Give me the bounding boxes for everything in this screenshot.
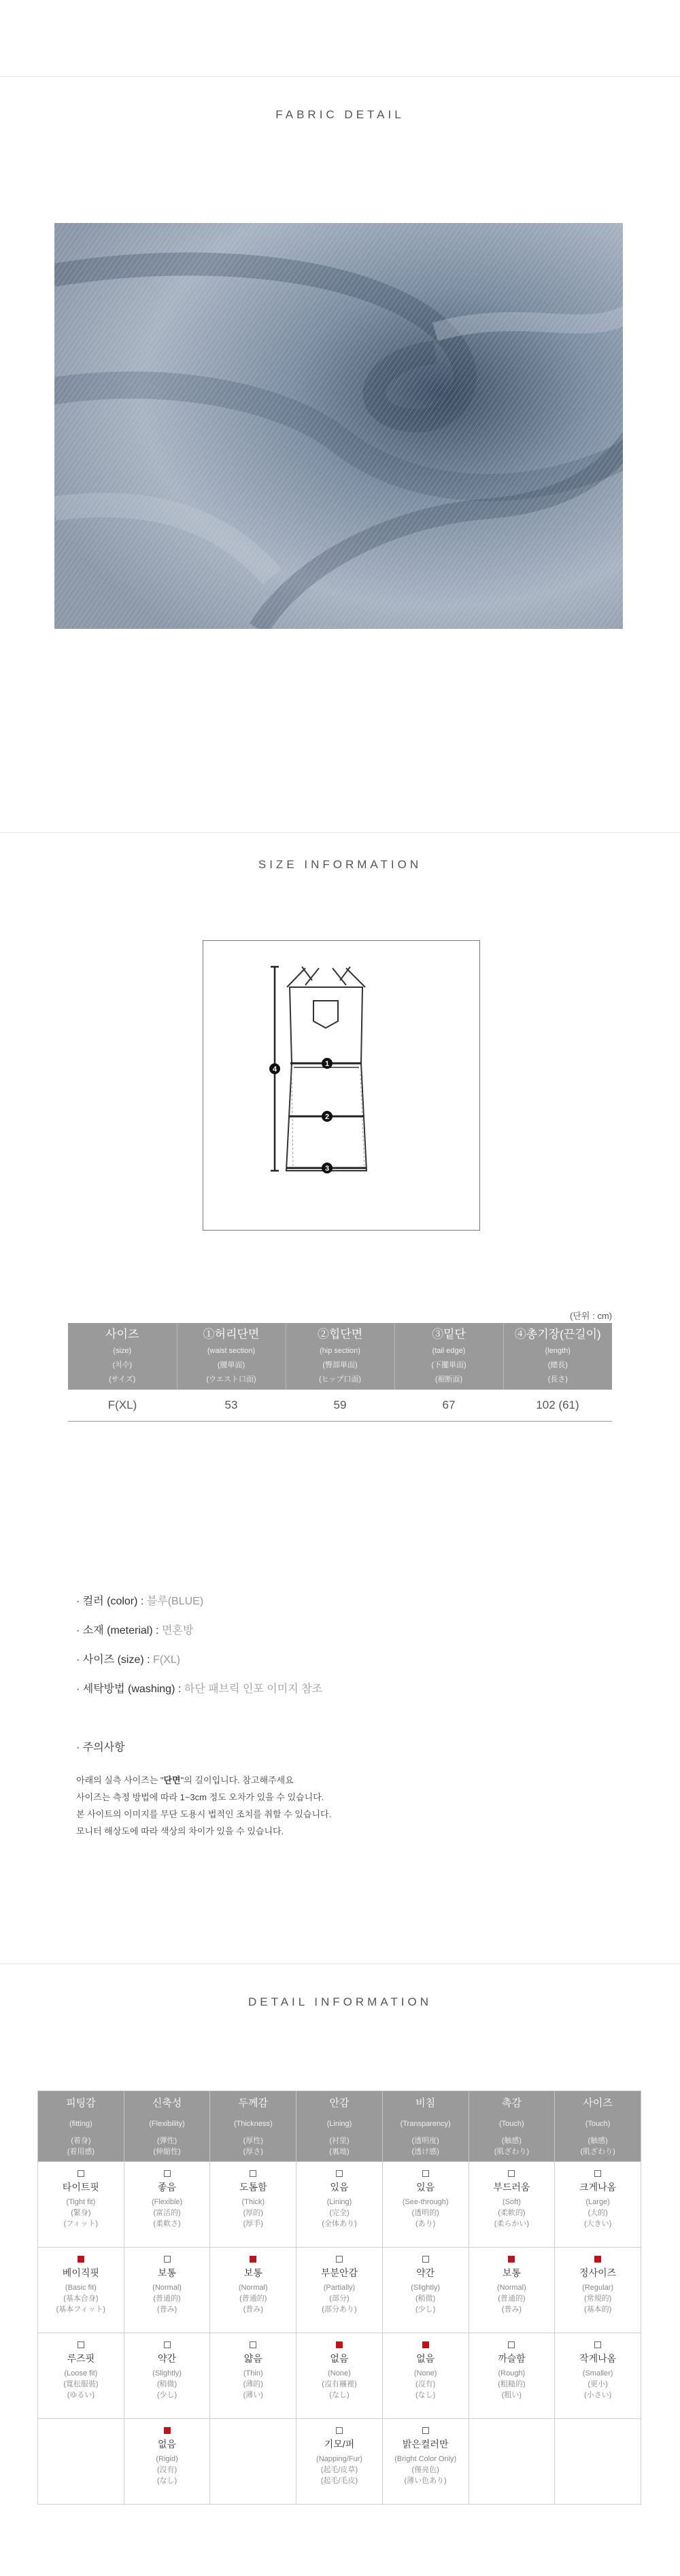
unchecked-box-icon [250,2170,256,2177]
detail-option-text: (少し) [156,2391,177,2399]
detail-option-text: (沒有襯裡) [322,2380,357,2388]
detail-option-text: 있음 [416,2182,435,2193]
detail-option [297,2256,381,2315]
detail-header-fitting [38,2091,124,2162]
detail-option-text: (普通的) [153,2295,181,2303]
detail-option-text: 보통 [502,2267,521,2278]
detail-option-cell [124,2419,210,2505]
detail-option-text: (フィット) [63,2220,99,2228]
detail-option [125,2256,209,2315]
detail-option-cell [469,2162,555,2248]
detail-option [384,2427,468,2486]
detail-option [297,2427,381,2486]
detail-option-text: (部分あり) [322,2305,357,2314]
detail-option-text: (Rigid) [156,2455,178,2463]
detail-option-text: (なし) [156,2477,177,2485]
unchecked-box-icon [336,2256,343,2263]
hem-cell: 67 [394,1390,503,1422]
detail-option-text: (普み) [156,2305,177,2314]
detail-option-text: (Smaller) [582,2369,613,2377]
detail-option-text: (薄い色あり) [404,2477,447,2485]
detail-option-text: (なし) [415,2391,436,2399]
empty-cell [38,2419,124,2505]
detail-option-cell [124,2248,210,2333]
detail-header-text: 촉감 [501,2097,522,2109]
detail-header-text: (着用感) [67,2148,95,2156]
detail-header-text: (Flexibility) [149,2120,185,2128]
detail-option [211,2341,295,2401]
detail-header-text: (Touch) [499,2120,524,2128]
detail-option [470,2341,554,2401]
detail-option-text: (稍微) [415,2295,436,2303]
table-row [38,2333,641,2419]
detail-option-text: (粗糙的) [498,2380,526,2388]
detail-option-cell [469,2333,555,2419]
detail-option-text: 얇음 [243,2353,262,2364]
detail-option [384,2170,468,2229]
detail-option-text: 까슬함 [498,2353,526,2364]
detail-table [37,2091,641,2505]
detail-option-text: 타이트핏 [62,2182,99,2193]
checked-box-icon [422,2341,429,2348]
detail-header-text: (Touch) [585,2120,611,2128]
detail-option-text: (Thin) [243,2369,263,2377]
detail-option-text: (沒有) [415,2380,436,2388]
detail-option-text: (小さい) [583,2391,612,2399]
detail-header-text: (彈性) [156,2137,177,2145]
detail-option-text: 크게나옴 [579,2182,617,2193]
detail-header-text: (透明度) [411,2137,439,2145]
detail-option-cell [210,2333,296,2419]
detail-header-text: (裏地) [329,2148,350,2156]
checked-box-icon [78,2256,84,2263]
detail-option-text: (緊身) [71,2209,91,2217]
detail-option-text: (普通的) [239,2295,267,2303]
detail-option-text: (更小) [588,2380,608,2388]
detail-option-text: 없음 [330,2353,349,2364]
hip-cell: 59 [286,1390,394,1422]
detail-information-title: DETAIL INFORMATION [248,1995,432,2008]
detail-header-text: (fitting) [69,2120,92,2128]
detail-option-text: 도톰함 [239,2182,267,2193]
unchecked-box-icon [508,2341,515,2348]
table-row [38,2419,641,2505]
size-cell: F(XL) [68,1390,177,1422]
marker-4: 4 [272,1065,277,1074]
detail-option-text: (柔らかい) [494,2220,530,2228]
info-material: · 소재 (meterial) : 면혼방 [76,1625,194,1636]
mid-divider-2 [0,1963,680,1964]
detail-option-cell [469,2248,555,2333]
detail-header-transparency [382,2091,469,2162]
detail-option [125,2170,209,2229]
detail-option-text: (基本的) [583,2305,612,2314]
detail-option-text: (大きい) [583,2220,612,2228]
detail-option-text: (Basic fit) [65,2284,97,2292]
fabric-detail-title: FABRIC DETAIL [275,108,405,121]
unchecked-box-icon [422,2427,429,2434]
detail-option-cell [382,2419,469,2505]
detail-option-cell [296,2333,383,2419]
caution-line: 모니터 해상도에 따라 색상의 차이가 있을 수 있습니다. [76,1826,284,1836]
detail-option-text: (起毛/皮草) [320,2466,358,2474]
checked-box-icon [164,2427,171,2434]
detail-header-thickness [210,2091,296,2162]
detail-header-size [555,2091,641,2162]
detail-option-text: 없음 [158,2439,177,2450]
detail-option-text: (粗い) [501,2391,522,2399]
unchecked-box-icon [594,2341,601,2348]
detail-header-text: (Lining) [326,2120,352,2128]
info-color: · 컬러 (color) : 블루(BLUE) [76,1596,204,1607]
top-divider [0,76,680,77]
detail-option [211,2256,295,2315]
unchecked-box-icon [336,2170,343,2177]
detail-option [297,2170,381,2229]
detail-header-text: (伸縮性) [153,2148,181,2156]
detail-header-text: (Thickness) [233,2120,273,2128]
detail-option-text: (少し) [415,2305,436,2314]
caution-line: 본 사이트의 이미지를 무단 도용시 법적인 조치를 취할 수 있습니다. [76,1809,332,1819]
detail-option-text: (稍微) [156,2380,177,2388]
detail-option-text: (Normal) [496,2284,526,2292]
detail-option-text: (Bright Color Only) [394,2455,457,2463]
detail-option [556,2256,640,2315]
detail-option-text: (基本合身) [63,2295,99,2303]
detail-option [39,2341,123,2401]
detail-option-text: (Regular) [582,2284,614,2292]
detail-option-text: (Large) [585,2198,610,2206]
size-information-title: SIZE INFORMATION [258,858,422,871]
overalls-illustration [203,941,479,1230]
detail-option [125,2341,209,2401]
detail-option-text: (透明的) [411,2209,439,2217]
detail-option [470,2170,554,2229]
detail-option-cell [38,2162,124,2248]
detail-option-text: (なし) [329,2391,350,2399]
size-diagram [203,940,480,1231]
detail-option-text: (薄的) [243,2380,263,2388]
detail-option-text: 밝은컬러만 [402,2439,449,2450]
length-cell: 102 (61) [503,1390,612,1422]
detail-option-cell [296,2162,383,2248]
detail-option-text: (See-through) [402,2198,449,2206]
detail-option-text: (Normal) [238,2284,268,2292]
detail-option-text: (厚手) [243,2220,263,2228]
detail-option-text: (普通的) [498,2295,526,2303]
detail-option-cell [124,2162,210,2248]
unchecked-box-icon [164,2256,171,2263]
detail-option-cell [555,2333,641,2419]
detail-option [556,2170,640,2229]
detail-option-text: (Tight fit) [66,2198,96,2206]
detail-option-text: (富活的) [153,2209,181,2217]
detail-option-text: 베이직핏 [62,2267,99,2278]
detail-option-text: 루즈핏 [67,2353,95,2364]
detail-header-text: 비침 [415,2097,436,2109]
caution-title: · 주의사항 [76,1742,125,1753]
detail-option-cell [124,2333,210,2419]
unchecked-box-icon [508,2170,515,2177]
unchecked-box-icon [422,2170,429,2177]
unchecked-box-icon [78,2170,84,2177]
detail-header-text: 안감 [329,2097,350,2109]
size-header-waist: ①허리단면 (waist section) (腰単面) (ウエスト口面) [177,1323,286,1390]
caution-notes [76,1738,634,1840]
waist-cell: 53 [177,1390,286,1422]
detail-option-text: (Rough) [498,2369,526,2377]
detail-option [39,2256,123,2315]
detail-option-cell [382,2248,469,2333]
unchecked-box-icon [422,2256,429,2263]
detail-option-cell [555,2162,641,2248]
detail-option [470,2256,554,2315]
unchecked-box-icon [250,2341,256,2348]
detail-header-text: (厚さ) [243,2148,263,2156]
unit-label: (단위 : cm) [570,1311,612,1321]
empty-cell [555,2419,641,2505]
detail-header-text: (触感) [588,2137,608,2145]
detail-option [211,2170,295,2229]
detail-option-cell [296,2248,383,2333]
detail-option-text: (起毛/毛皮) [320,2477,358,2485]
detail-option-text: (あり) [415,2220,436,2228]
detail-option-text: (None) [413,2369,437,2377]
detail-header-text: 신축성 [152,2097,182,2109]
detail-header-text: (着身) [71,2137,91,2145]
detail-option-cell [296,2419,383,2505]
detail-header-flexibility [124,2091,210,2162]
product-info [76,1595,620,1712]
detail-option-text: (ゆるい) [67,2391,95,2399]
detail-option-text: (基本フィット) [56,2305,106,2314]
detail-option-cell [38,2333,124,2419]
detail-option-text: (Partially) [323,2284,356,2292]
detail-option-text: 없음 [416,2353,435,2364]
detail-option-text: (部分) [329,2295,350,2303]
checked-box-icon [336,2341,343,2348]
empty-cell [210,2419,296,2505]
unchecked-box-icon [164,2170,171,2177]
table-row [38,2162,641,2248]
detail-option-text: (全体あり) [322,2220,357,2228]
detail-header-text: (肌ざわり) [494,2148,530,2156]
detail-header-lining [296,2091,383,2162]
detail-option-text: (Loose fit) [64,2369,98,2377]
detail-option [384,2341,468,2401]
empty-cell [469,2419,555,2505]
detail-option-text: (沒有) [156,2466,177,2474]
size-header-hip: ②힙단면 (hip section) (臀部単面) (ヒップ口面) [286,1323,394,1390]
detail-option-text: 약간 [416,2267,435,2278]
detail-option [556,2341,640,2401]
mid-divider-1 [0,832,680,833]
marker-2: 2 [324,1113,330,1121]
detail-option-text: (薄い) [243,2391,263,2399]
checked-box-icon [594,2256,601,2263]
unchecked-box-icon [594,2170,601,2177]
detail-option-cell [382,2162,469,2248]
detail-option-text: 있음 [330,2182,349,2193]
detail-option-text: 부분안감 [320,2267,358,2278]
detail-header-touch [469,2091,555,2162]
detail-option-text: (Slightly) [411,2284,441,2292]
size-header-size: 사이즈 (size) (치수) (サイズ) [68,1323,177,1390]
info-washing: · 세탁방법 (washing) : 하단 패브릭 인포 이미지 참조 [76,1683,323,1695]
detail-option-text: (Lining) [326,2198,352,2206]
unchecked-box-icon [336,2427,343,2434]
size-header-hem: ③밑단 (tail edge) (下擺単面) (裾断面) [394,1323,503,1390]
detail-option-text: 정사이즈 [579,2267,617,2278]
detail-option-text: 보통 [243,2267,262,2278]
detail-option-text: 부드러움 [493,2182,530,2193]
detail-option [384,2256,468,2315]
table-row [68,1390,612,1422]
detail-option-text: (普み) [243,2305,263,2314]
detail-header-text: (触感) [501,2137,522,2145]
detail-option [125,2427,209,2486]
detail-option [297,2341,381,2401]
detail-option-text: (Flexible) [151,2198,183,2206]
detail-option-cell [382,2333,469,2419]
detail-option-text: (Slightly) [152,2369,182,2377]
detail-option-text: (None) [328,2369,351,2377]
detail-option-cell [38,2248,124,2333]
detail-header-text: 사이즈 [583,2097,613,2109]
marker-1: 1 [324,1060,330,1068]
detail-header-text: (厚性) [243,2137,263,2145]
detail-header-text: (Transparency) [400,2120,451,2128]
detail-option-cell [555,2248,641,2333]
size-header-length: ④총기장(끈길이) (length) (總長) (長さ) [503,1323,612,1390]
detail-option-text: 기모/퍼 [324,2439,355,2450]
checked-box-icon [250,2256,256,2263]
detail-option-text: (Napping/Fur) [316,2455,362,2463]
marker-3: 3 [324,1165,330,1173]
unchecked-box-icon [164,2341,171,2348]
caution-line: 아래의 실측 사이즈는 "단면"의 길이입니다. 참고해주세요 [76,1775,294,1785]
table-row [38,2248,641,2333]
detail-option-text: (常規的) [583,2295,612,2303]
info-size: · 사이즈 (size) : F(XL) [76,1654,181,1666]
detail-option-text: (Normal) [152,2284,182,2292]
size-table-header-row [68,1323,612,1390]
detail-header-text: (衬里) [329,2137,350,2145]
detail-option-text: (完全) [329,2209,350,2217]
caution-line: 사이즈는 측정 방법에 따라 1~3cm 정도 오차가 있을 수 있습니다. [76,1792,324,1802]
detail-option-text: (Thick) [241,2198,265,2206]
detail-option-text: (大的) [588,2209,608,2217]
detail-option-text: 보통 [158,2267,177,2278]
size-table [68,1323,612,1422]
detail-option-text: (柔軟さ) [153,2220,181,2228]
detail-option-text: (柔軟的) [498,2209,526,2217]
detail-option-cell [210,2162,296,2248]
detail-table-header-row [38,2091,641,2162]
detail-header-text: 피팅감 [66,2097,96,2109]
checked-box-icon [508,2256,515,2263]
detail-option-text: (普み) [501,2305,522,2314]
detail-header-text: (肌ざわり) [580,2148,615,2156]
detail-header-text: 두께감 [238,2097,268,2109]
detail-option-text: 작게나옴 [579,2353,617,2364]
detail-option [39,2170,123,2229]
detail-option-text: (僅亮色) [411,2466,439,2474]
detail-option-text: (Soft) [502,2198,521,2206]
detail-option-text: (厚的) [243,2209,263,2217]
fabric-photo [54,223,623,629]
detail-option-text: (寬松服裝) [63,2380,99,2388]
detail-header-text: (透け感) [411,2148,439,2156]
detail-option-cell [210,2248,296,2333]
detail-option-text: 약간 [158,2353,177,2364]
unchecked-box-icon [78,2341,84,2348]
detail-option-text: 좋음 [158,2182,177,2193]
